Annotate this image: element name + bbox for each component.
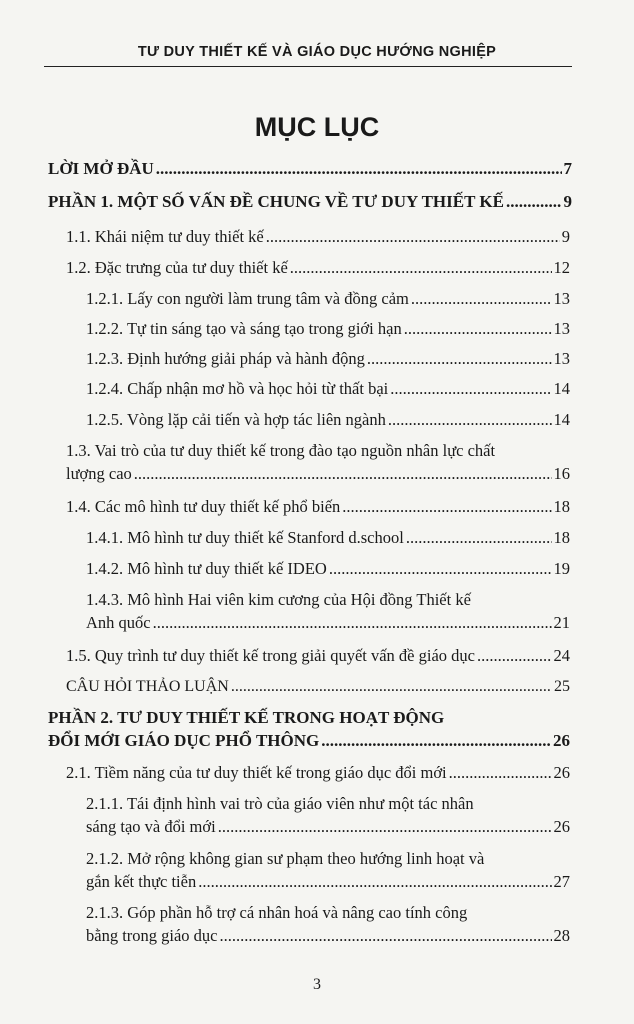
toc-entry-1-2[interactable] <box>66 257 570 279</box>
toc-entry-page: 26 <box>553 763 570 782</box>
toc-entry-foreword[interactable] <box>48 158 572 180</box>
toc-entry-page: 26 <box>553 731 570 750</box>
dot-leader <box>404 318 552 340</box>
toc-entry-page: 13 <box>553 349 570 368</box>
toc-entry-1-3[interactable] <box>66 463 570 485</box>
toc-entry-2-1-1[interactable] <box>86 816 570 838</box>
toc-entry-label: ĐỔI MỚI GIÁO DỤC PHỔ THÔNG <box>48 731 320 750</box>
running-header: TƯ DUY THIẾT KẾ VÀ GIÁO DỤC HƯỚNG NGHIỆP <box>137 44 497 60</box>
toc-entry-label: 2.1. Tiềm năng của tư duy thiết kế trong giáo dục đổi mới <box>66 763 447 782</box>
toc-entry-1-4-2[interactable] <box>86 558 570 580</box>
toc-entry-page: 13 <box>553 319 570 338</box>
toc-entry-label: Anh quốc <box>86 613 151 632</box>
toc-entry-2-1-1-line1[interactable]: 2.1.1. Tái định hình vai trò của giáo viên như một tác nhân <box>86 794 474 813</box>
toc-entry-label: 1.2. Đặc trưng của tư duy thiết kế <box>66 258 288 277</box>
toc-entry-page: 25 <box>554 678 570 695</box>
toc-entry-1-5[interactable] <box>66 645 570 667</box>
toc-entry-label: LỜI MỞ ĐẦU <box>48 159 154 178</box>
dot-leader <box>218 816 552 838</box>
toc-entry-page: 27 <box>553 872 570 891</box>
toc-entry-label: 1.4.2. Mô hình tư duy thiết kế IDEO <box>86 559 327 578</box>
dot-leader <box>390 378 551 400</box>
toc-entry-label: 1.2.1. Lấy con người làm trung tâm và đồng cảm <box>86 289 409 308</box>
toc-entry-page: 14 <box>553 410 570 429</box>
dot-leader <box>231 676 552 698</box>
header-divider <box>44 66 572 67</box>
dot-leader <box>411 288 552 310</box>
toc-entry-part-2[interactable] <box>48 730 570 752</box>
toc-entry-page: 18 <box>553 528 570 547</box>
toc-entry-label: PHẦN 1. MỘT SỐ VẤN ĐỀ CHUNG VỀ TƯ DUY THIẾT KẾ <box>48 192 504 211</box>
toc-entry-page: 14 <box>553 379 570 398</box>
toc-entry-1-4[interactable] <box>66 496 570 518</box>
toc-entry-2-1[interactable] <box>66 762 570 784</box>
toc-entry-label: 1.2.4. Chấp nhận mơ hồ và học hỏi từ thất bại <box>86 379 389 398</box>
toc-entry-label: 1.1. Khái niệm tư duy thiết kế <box>66 227 264 246</box>
dot-leader <box>321 730 551 752</box>
dot-leader <box>153 612 552 634</box>
dot-leader <box>449 762 552 784</box>
toc-entry-label: gắn kết thực tiễn <box>86 872 197 891</box>
toc-entry-1-4-3-line1[interactable]: 1.4.3. Mô hình Hai viên kim cương của Hội đồng Thiết kế <box>86 590 471 609</box>
toc-entry-page: 18 <box>553 497 570 516</box>
toc-entry-1-2-2[interactable] <box>86 318 570 340</box>
page-number: 3 <box>313 976 321 993</box>
dot-leader <box>156 158 562 180</box>
toc-entry-label: 1.5. Quy trình tư duy thiết kế trong giải quyết vấn đề giáo dục <box>66 646 475 665</box>
toc-entry-label: lượng cao <box>66 464 132 483</box>
toc-entry-2-1-3[interactable] <box>86 925 570 947</box>
dot-leader <box>506 191 562 213</box>
dot-leader <box>290 257 552 279</box>
toc-entry-label: 1.2.5. Vòng lặp cải tiến và hợp tác liên ngành <box>86 410 386 429</box>
toc-entry-page: 9 <box>563 192 572 211</box>
dot-leader <box>220 925 552 947</box>
toc-entry-page: 21 <box>553 613 570 632</box>
toc-entry-page: 16 <box>553 464 570 483</box>
toc-entry-page: 13 <box>553 289 570 308</box>
dot-leader <box>477 645 552 667</box>
dot-leader <box>198 871 551 893</box>
dot-leader <box>134 463 552 485</box>
toc-entry-label: sáng tạo và đổi mới <box>86 817 216 836</box>
dot-leader <box>406 527 552 549</box>
dot-leader <box>342 496 551 518</box>
toc-entry-page: 12 <box>553 258 570 277</box>
toc-entry-1-2-4[interactable] <box>86 378 570 400</box>
toc-entry-page: 24 <box>553 646 570 665</box>
toc-entry-page: 9 <box>561 227 570 246</box>
toc-entry-label: 1.4. Các mô hình tư duy thiết kế phổ biến <box>66 497 341 516</box>
toc-entry-1-2-5[interactable] <box>86 409 570 431</box>
dot-leader <box>329 558 552 580</box>
toc-entry-page: 7 <box>563 159 572 178</box>
dot-leader <box>266 226 560 248</box>
toc-title: MỤC LỤC <box>254 112 380 142</box>
toc-entry-discussion-questions[interactable] <box>66 676 570 698</box>
toc-entry-page: 19 <box>553 559 570 578</box>
toc-entry-part-2-line1[interactable]: PHẦN 2. TƯ DUY THIẾT KẾ TRONG HOẠT ĐỘNG <box>48 708 445 727</box>
toc-entry-label: 1.2.2. Tự tin sáng tạo và sáng tạo trong giới hạn <box>86 319 402 338</box>
toc-entry-label: 1.4.1. Mô hình tư duy thiết kế Stanford d.school <box>86 528 404 547</box>
toc-entry-1-1[interactable] <box>66 226 570 248</box>
toc-entry-1-2-1[interactable] <box>86 288 570 310</box>
toc-entry-1-4-1[interactable] <box>86 527 570 549</box>
dot-leader <box>388 409 552 431</box>
toc-entry-1-4-3[interactable] <box>86 612 570 634</box>
toc-entry-1-3-line1[interactable]: 1.3. Vai trò của tư duy thiết kế trong đào tạo nguồn nhân lực chất <box>66 441 496 460</box>
toc-entry-part-1[interactable] <box>48 191 572 213</box>
toc-entry-2-1-2-line1[interactable]: 2.1.2. Mở rộng không gian sư phạm theo hướng linh hoạt và <box>86 849 485 868</box>
toc-entry-2-1-3-line1[interactable]: 2.1.3. Góp phần hỗ trợ cá nhân hoá và nâng cao tính công <box>86 903 468 922</box>
toc-entry-label: bằng trong giáo dục <box>86 926 218 945</box>
toc-entry-2-1-2[interactable] <box>86 871 570 893</box>
toc-entry-page: 28 <box>553 926 570 945</box>
toc-entry-1-2-3[interactable] <box>86 348 570 370</box>
dot-leader <box>367 348 552 370</box>
toc-entry-label: CÂU HỎI THẢO LUẬN <box>66 678 229 695</box>
toc-entry-page: 26 <box>553 817 570 836</box>
toc-entry-label: 1.2.3. Định hướng giải pháp và hành động <box>86 349 365 368</box>
